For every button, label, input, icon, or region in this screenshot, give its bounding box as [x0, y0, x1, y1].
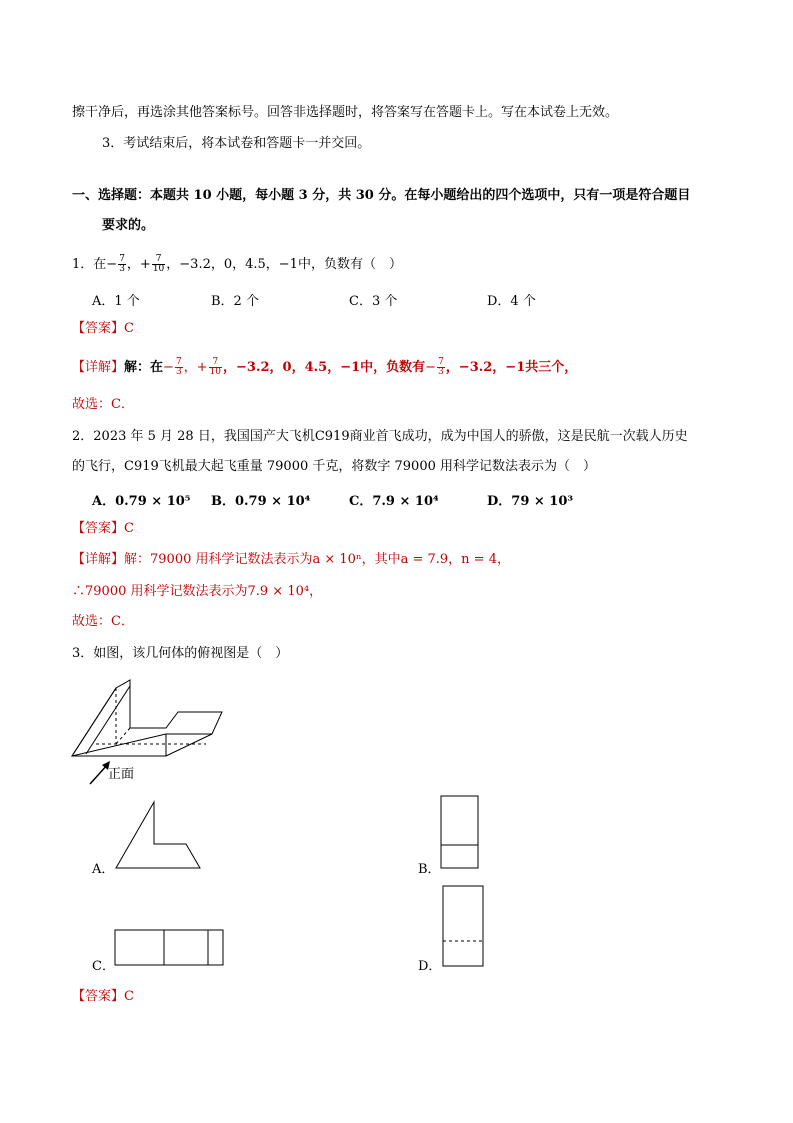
q1-answer: 【答案】C — [72, 321, 134, 336]
q1-stem: 1．在− $\frac{7}{3}$ ，+ $\frac{7}{10}$ ，−3.2，0，4.5，−1中，负数有（ ） — [72, 254, 402, 274]
q1-option-b: B．2 个 — [211, 294, 259, 309]
q1-detail: 【详解】解：在− $\frac{7}{3}$ ，+ $\frac{7}{10}$ ，−3.2，0，4.5，−1中，负数有− $\frac{7}{3}$ ，−3.2，−1共三个， — [72, 357, 578, 377]
q1-fraction-1: $\frac{7}{3}$ — [119, 254, 125, 274]
q1-fraction-2: $\frac{7}{10}$ — [152, 254, 165, 274]
q2-option-a: A．0.79 × 10⁵ — [92, 494, 191, 509]
q3-option-a-label: A． — [92, 862, 115, 877]
q2-detail-line-2: ∴79000 用科学记数法表示为7.9 × 10⁴， — [72, 584, 323, 599]
q3-option-c-figure — [114, 929, 226, 969]
q1-prefix: 1．在 — [72, 257, 107, 272]
q3-stem: 3．如图，该几何体的俯视图是（ ） — [72, 646, 289, 661]
q2-stem-line-1: 2．2023 年 5 月 28 日，我国国产大飞机C919商业首飞成功，成为中国人的骄傲，这是民航一次载人历史 — [72, 429, 688, 444]
q3-option-b-label: B． — [418, 862, 441, 877]
intro-line-1: 擦干净后，再选涂其他答案标号。回答非选择题时，将答案写在答题卡上。写在本试卷上无效。 — [72, 105, 619, 120]
q2-conclusion: 故选：C． — [72, 614, 134, 629]
q2-option-d: D．79 × 10³ — [487, 494, 574, 509]
q3-answer: 【答案】C — [72, 989, 134, 1004]
q2-detail-label: 【详解】 — [72, 552, 125, 567]
q1-option-d: D．4 个 — [487, 294, 536, 309]
q3-option-d-label: D． — [418, 959, 442, 974]
q1-rest: ，−3.2，0，4.5，−1中，负数有（ ） — [166, 257, 402, 272]
q2-detail: 【详解】解：79000 用科学记数法表示为a × 10ⁿ，其中a = 7.9，n = 4， — [72, 552, 510, 567]
q1-conclusion: 故选：C． — [72, 397, 134, 412]
q1-option-c: C．3 个 — [349, 294, 398, 309]
q1-option-a: A．1 个 — [92, 294, 140, 309]
q2-option-b: B．0.79 × 10⁴ — [211, 494, 311, 509]
q3-option-d-figure — [442, 885, 486, 969]
q2-stem-line-2: 的飞行，C919飞机最大起飞重量 79000 千克，将数字 79000 用科学记数法表示为（ ） — [72, 459, 596, 474]
q1-detail-fraction-2: $\frac{7}{10}$ — [209, 357, 222, 377]
q3-option-b-figure — [440, 795, 482, 871]
q3-option-c-label: C． — [92, 959, 115, 974]
q2-option-c: C．7.9 × 10⁴ — [349, 494, 439, 509]
intro-line-2: 3．考试结束后，将本试卷和答题卡一并交回。 — [102, 136, 371, 151]
q1-detail-fraction-1: $\frac{7}{3}$ — [175, 357, 182, 377]
front-label: 正面 — [108, 767, 135, 782]
section-heading: 一、选择题：本题共 10 小题，每小题 3 分，共 30 分。在每小题给出的四个选项中，只有一项是符合题目 — [72, 188, 691, 203]
q1-detail-fraction-3: $\frac{7}{3}$ — [438, 357, 444, 377]
q3-option-a-figure — [112, 798, 204, 870]
q1-detail-label: 【详解】 — [72, 360, 125, 375]
q2-answer: 【答案】C — [72, 521, 134, 536]
section-heading-cont: 要求的。 — [102, 218, 155, 233]
